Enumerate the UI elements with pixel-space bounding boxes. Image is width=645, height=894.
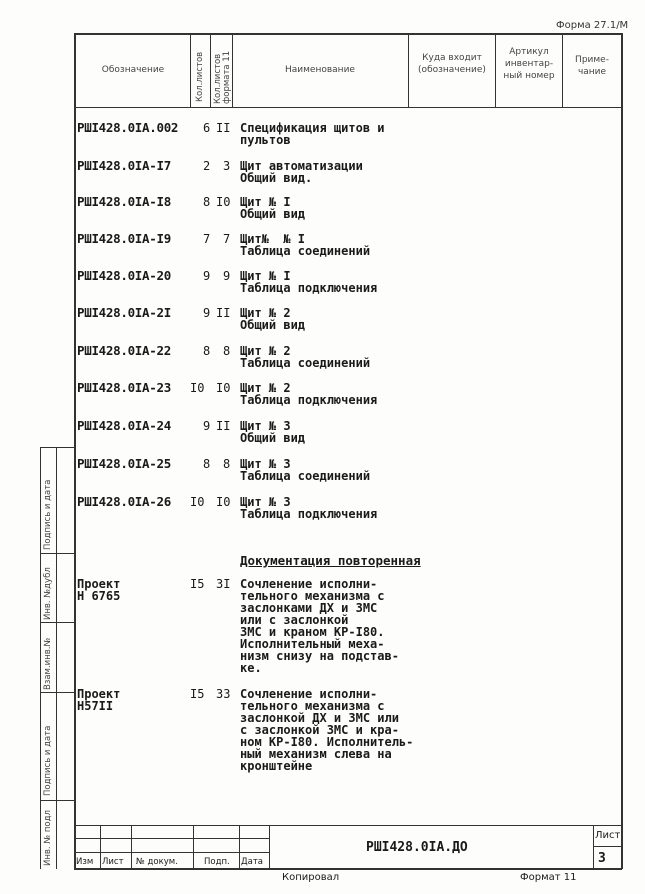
- row-name: Щит № 2 Таблица соединений: [240, 344, 371, 370]
- stamp-col-line: [269, 825, 270, 869]
- row-format: II: [216, 121, 231, 135]
- footer-format: Формат 11: [520, 872, 577, 883]
- row-sheets: 9: [203, 419, 211, 433]
- project-sheets: I5: [190, 687, 205, 701]
- stamp-col-line: [131, 825, 132, 869]
- stamp-col-doc: № докум.: [136, 857, 178, 867]
- row-format: II: [216, 306, 231, 320]
- stamp-col-line: [239, 825, 240, 869]
- row-name: Щит№ № I Таблица соединений: [240, 232, 371, 258]
- stamp-sheet-label: Лист: [595, 830, 621, 841]
- row-name: Спецификация щитов и пультов: [240, 121, 385, 147]
- row-code: РШI428.0IA-2I: [77, 305, 171, 320]
- header-where: Куда входит (обозначение): [418, 53, 486, 75]
- row-format: I0: [216, 381, 231, 395]
- row-format: II: [216, 419, 231, 433]
- row-code: РШI428.0IA.002: [77, 120, 179, 135]
- side-label-sign-date: Подпись и дата: [43, 479, 53, 550]
- row-sheets: 2: [203, 159, 211, 173]
- row-sheets: 9: [203, 306, 211, 320]
- row-sheets: I0: [190, 495, 205, 509]
- frame-bottom: [74, 868, 622, 870]
- row-format: I0: [216, 195, 231, 209]
- header-note: Приме- чание: [575, 55, 609, 77]
- row-sheets: 6: [203, 121, 211, 135]
- header-article: Артикул инвентар- ный номер: [503, 47, 555, 81]
- row-name: Щит № 3 Таблица соединений: [240, 457, 371, 483]
- header-divider: [190, 33, 191, 108]
- row-code: РШI428.0IA-26: [77, 494, 171, 509]
- project-sheets: I5: [190, 577, 205, 591]
- row-format: 7: [223, 232, 231, 246]
- row-format: I0: [216, 495, 231, 509]
- header-divider: [210, 33, 211, 108]
- side-label-sign-date-2: Подпись и дата: [43, 725, 53, 796]
- stamp-sheet-number: 3: [598, 851, 606, 866]
- row-name: Щит № 3 Таблица подключения: [240, 495, 378, 521]
- row-code: РШI428.0IA-25: [77, 456, 171, 471]
- stamp-col-line: [593, 825, 594, 869]
- row-name: Щит № 3 Общий вид: [240, 419, 306, 445]
- row-sheets: 7: [203, 232, 211, 246]
- row-format: 8: [223, 457, 231, 471]
- stamp-col-izm: Изм: [76, 857, 94, 867]
- stamp-doc-code: РШI428.0IA.ДО: [366, 840, 468, 855]
- side-divider: [40, 692, 75, 693]
- stamp-col-list: Лист: [102, 857, 124, 867]
- footer-copied: Копировал: [282, 872, 340, 883]
- row-format: 3: [223, 159, 231, 173]
- side-divider: [40, 447, 75, 448]
- header-name: Наименование: [285, 65, 355, 75]
- frame-left: [74, 33, 76, 869]
- side-strip-mid: [56, 447, 57, 869]
- stamp-top: [74, 825, 622, 826]
- row-name: Щит № 2 Общий вид: [240, 306, 306, 332]
- header-designation: Обозначение: [101, 65, 165, 75]
- row-sheets: 8: [203, 195, 211, 209]
- project-format: 3I: [216, 577, 231, 591]
- side-label-inv-dubl: Инв. №дубл: [43, 567, 53, 620]
- row-name: Щит № I Таблица подключения: [240, 269, 378, 295]
- header-format: Кол.листов формата 11: [213, 50, 232, 104]
- stamp-col-date: Дата: [241, 857, 264, 867]
- row-code: РШI428.0IA-20: [77, 268, 171, 283]
- header-divider: [408, 33, 409, 108]
- row-sheets: 9: [203, 269, 211, 283]
- stamp-col-line: [100, 825, 101, 869]
- row-code: РШI428.0IA-22: [77, 343, 171, 358]
- stamp-col-sign: Подп.: [204, 857, 230, 867]
- side-label-vzam-inv: Взам.инв.№: [43, 637, 53, 690]
- frame-top: [74, 33, 622, 35]
- row-code: РШI428.0IA-I8: [77, 194, 171, 209]
- project-name: Проект Н 6765: [77, 577, 121, 603]
- header-divider: [495, 33, 496, 108]
- project-description: Сочленение исполни- тельного механизма с заслонкой ДХ и ЗМС или с заслонкой ЗМС и кра- ном КР-I80. Исполнитель- ный механизм слева на кронштейне: [240, 687, 414, 773]
- row-name: Щит № I Общий вид: [240, 195, 306, 221]
- side-divider: [40, 800, 75, 801]
- row-sheets: 8: [203, 344, 211, 358]
- project-format: 33: [216, 687, 231, 701]
- project-description: Сочленение исполни- тельного механизма с заслонками ДХ и ЗМС или с заслонкой ЗМС и краном КР-I80. Исполнительный меха- низм снизу на подстав- ке.: [240, 577, 399, 675]
- stamp-col-line: [193, 825, 194, 869]
- form-label: Форма 27.1/М: [556, 20, 629, 31]
- row-code: РШI428.0IA-I9: [77, 231, 171, 246]
- project-name: Проект Н57II: [77, 687, 121, 713]
- header-divider: [562, 33, 563, 108]
- row-code: РШI428.0IA-24: [77, 418, 171, 433]
- frame-right: [621, 33, 623, 869]
- header-divider: [232, 33, 233, 108]
- row-code: РШI428.0IA-23: [77, 380, 171, 395]
- row-sheets: I0: [190, 381, 205, 395]
- header-bottom-line: [74, 107, 622, 108]
- side-strip-left: [40, 447, 41, 869]
- row-format: 9: [223, 269, 231, 283]
- section-title: Документация повторенная: [240, 553, 421, 568]
- side-label-inv-podl: Инв. № подл: [43, 810, 53, 866]
- header-sheets: Кол.листов: [195, 51, 205, 102]
- row-name: Щит № 2 Таблица подключения: [240, 381, 378, 407]
- side-divider: [40, 622, 75, 623]
- row-code: РШI428.0IA-I7: [77, 158, 171, 173]
- row-format: 8: [223, 344, 231, 358]
- side-divider: [40, 553, 75, 554]
- row-sheets: 8: [203, 457, 211, 471]
- row-name: Щит автоматизации Общий вид.: [240, 159, 363, 185]
- stamp-row-line: [593, 846, 622, 847]
